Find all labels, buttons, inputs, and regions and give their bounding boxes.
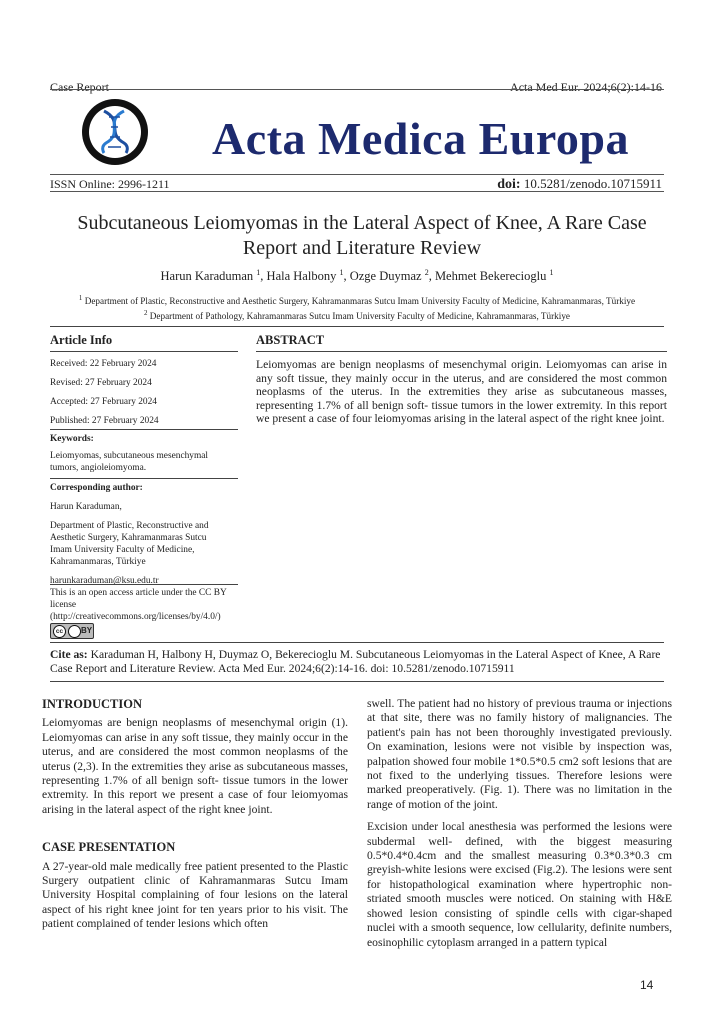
right-column xyxy=(367,697,672,950)
author: Ozge Duymaz xyxy=(349,269,422,284)
person-icon xyxy=(68,625,81,638)
abstract-heading: ABSTRACT xyxy=(256,333,325,347)
case-presentation-text: A 27-year-old male medically free patient presented to the Plastic Surgery outpatient clinic of Kahramanmaras Sutcu Imam University Hospital complaining of four lesions on the lateral aspect of his right knee joint for ten years prior to his visit. The patient complained of tender lesions which often xyxy=(42,859,348,931)
cite-top-rule xyxy=(50,642,664,643)
article-dates xyxy=(50,358,238,427)
affiliation-1: Department of Plastic, Reconstructive and Aesthetic Surgery, Kahramanmaras Sutcu Imam University Faculty of Medicine, Kahramanmaras, Türkiye xyxy=(84,296,636,307)
introduction-heading: INTRODUCTION xyxy=(42,697,143,711)
cite-bottom-rule xyxy=(50,681,664,682)
introduction-text: Leiomyomas are benign neoplasms of mesenchymal origin (1). Leiomyomas can arise in any soft tissue, they mainly occur in the uterus, and are considered the most common neoplasms of the uterus (2,3). In the extremities they arise as subcutaneous masses, representing 1.7% of all benign soft- tissue tumors in the lower extremity. In this report we present a case of four leiomyomas arising in the lateral aspect of the right knee joint. xyxy=(42,716,348,816)
affiliations: $^1$ Department of Plastic, Reconstructive and Aesthetic Surgery, Kahramanmaras Sutcu Imam University Faculty of Medicine, Kahramanmaras, Türkiye $^2$ Department of Pathology, Kahramanmaras Sutcu Imam University Faculty of Medicine, Kahramanmaras, Türkiye xyxy=(78,294,636,322)
title-line-1: Subcutaneous Leiomyomas in the Lateral Aspect of Knee, A Rare Case xyxy=(77,212,647,234)
received-date: Received: 22 February 2024 xyxy=(50,359,157,369)
article-info-heading: Article Info xyxy=(50,333,113,347)
cite-text: Karaduman H, Halbony H, Duymaz O, Bekerecioglu M. Subcutaneous Leiomyomas in the Lateral Aspect of Knee, A Rare Case Report and Literature Review. Acta Med Eur. 2024;6(2):14-16. doi: 10.5281/zenodo.10715911 xyxy=(50,648,661,675)
author: Mehmet Bekerecioglu xyxy=(434,269,547,284)
author-list: Harun Karaduman $^1$, Hala Halbony $^1$, Ozge Duymaz $^2$, Mehmet Bekerecioglu $^1$ xyxy=(160,268,554,284)
issn: ISSN Online: 2996-1211 xyxy=(50,177,170,191)
published-date: Published: 27 February 2024 xyxy=(50,416,159,426)
keywords-rule xyxy=(50,429,238,430)
corresponding-heading: Corresponding author: xyxy=(50,483,143,493)
keywords: Leiomyomas, subcutaneous mesenchymal tumors, angioleiomyoma. xyxy=(50,451,209,473)
case-paragraph-2: Excision under local anesthesia was performed the lesions were subdermal well- defined, with the biggest measuring 0.5*0.4*0.4cm and the smallest measuring 0.3*0.3*0.3 cm greyish-white lesions were excised (Fig.2). The lesions were sent for histopathological examination where hypertrophic non-striated smooth muscles were noticed. On staining with H&E showed lesion consisting of spindle cells with cigar-shaped nuclei with a smooth sequence, low cellularity, definite numbers, eosinophilic cytoplasm arranged in a pattern typical xyxy=(367,820,672,949)
doi-value: 10.5281/zenodo.10715911 xyxy=(523,176,662,191)
accepted-date: Accepted: 27 February 2024 xyxy=(50,397,157,407)
info-top-rule xyxy=(50,326,664,327)
journal-logo xyxy=(80,97,150,167)
abstract-text: Leiomyomas are benign neoplasms of mesenchymal origin. Leiomyomas can arise in any soft tissue, they mainly occur in the uterus, and are considered the most common neoplasms of the uterus. In the extremities they arise as subcutaneous masses, representing 1.7% of all benign soft- tissue tumors in the lower extremity. In this report we present a case of four leiomyomas arising in the lateral aspect of the right knee joint. xyxy=(256,358,667,426)
cite-label: Cite as: xyxy=(50,648,88,661)
author: Hala Halbony xyxy=(266,269,337,284)
keywords-heading: Keywords: xyxy=(50,434,94,444)
corresponding-address: Department of Plastic, Reconstructive and Aesthetic Surgery, Kahramanmaras Sutcu Imam University Faculty of Medicine, Kahramanmaras, Türkiye xyxy=(50,521,209,567)
info-rule xyxy=(50,351,238,352)
affiliation-2: Department of Pathology, Kahramanmaras Sutcu Imam University Faculty of Medicine, Kahramanmaras, Türkiye xyxy=(149,311,570,322)
cite-as xyxy=(50,648,664,676)
corresponding-name: Harun Karaduman, xyxy=(50,502,122,512)
left-column xyxy=(42,697,348,932)
header-rule-3 xyxy=(50,191,664,192)
revised-date: Revised: 27 February 2024 xyxy=(50,378,152,388)
author-rule xyxy=(50,478,238,479)
page-number: 14 xyxy=(640,978,654,992)
doi-label: doi: xyxy=(497,177,521,192)
author: Harun Karaduman xyxy=(160,269,254,284)
article-title xyxy=(60,211,664,261)
license-text: This is an open access article under the CC BY license (http://creativecommons.org/licenses/by/4.0/) xyxy=(50,588,227,622)
journal-name: Acta Medica Europa xyxy=(212,113,630,164)
cc-license-badge[interactable] xyxy=(50,623,94,639)
license-rule xyxy=(50,584,238,585)
abstract-rule xyxy=(256,351,667,352)
cc-by-label: BY xyxy=(81,626,93,635)
citation-short: Acta Med Eur. 2024;6(2):14-16 xyxy=(510,80,662,94)
header-rule xyxy=(50,89,664,90)
header-rule-2 xyxy=(50,174,664,175)
case-paragraph-1: swell. The patient had no history of previous trauma or injections at that site, there was no family history of malignancies. The patient's pain has not been thoroughly investigated previously. On examination, lesions were not visible by inspection was, palpation showed four mobile 1*0.5*0.5 cm2 soft lesions that are not fixed to the underlying tissues. Therefore lesions were marked preoperatively. (Fig. 1). There was no limitation in the range of motion of the joint. xyxy=(367,697,672,811)
title-line-2: Report and Literature Review xyxy=(242,237,482,259)
article-type: Case Report xyxy=(50,80,109,94)
case-presentation-heading: CASE PRESENTATION xyxy=(42,840,176,855)
cc-icon: cc xyxy=(53,625,66,638)
corresponding-email[interactable]: harunkaraduman@ksu.edu.tr xyxy=(50,576,159,586)
